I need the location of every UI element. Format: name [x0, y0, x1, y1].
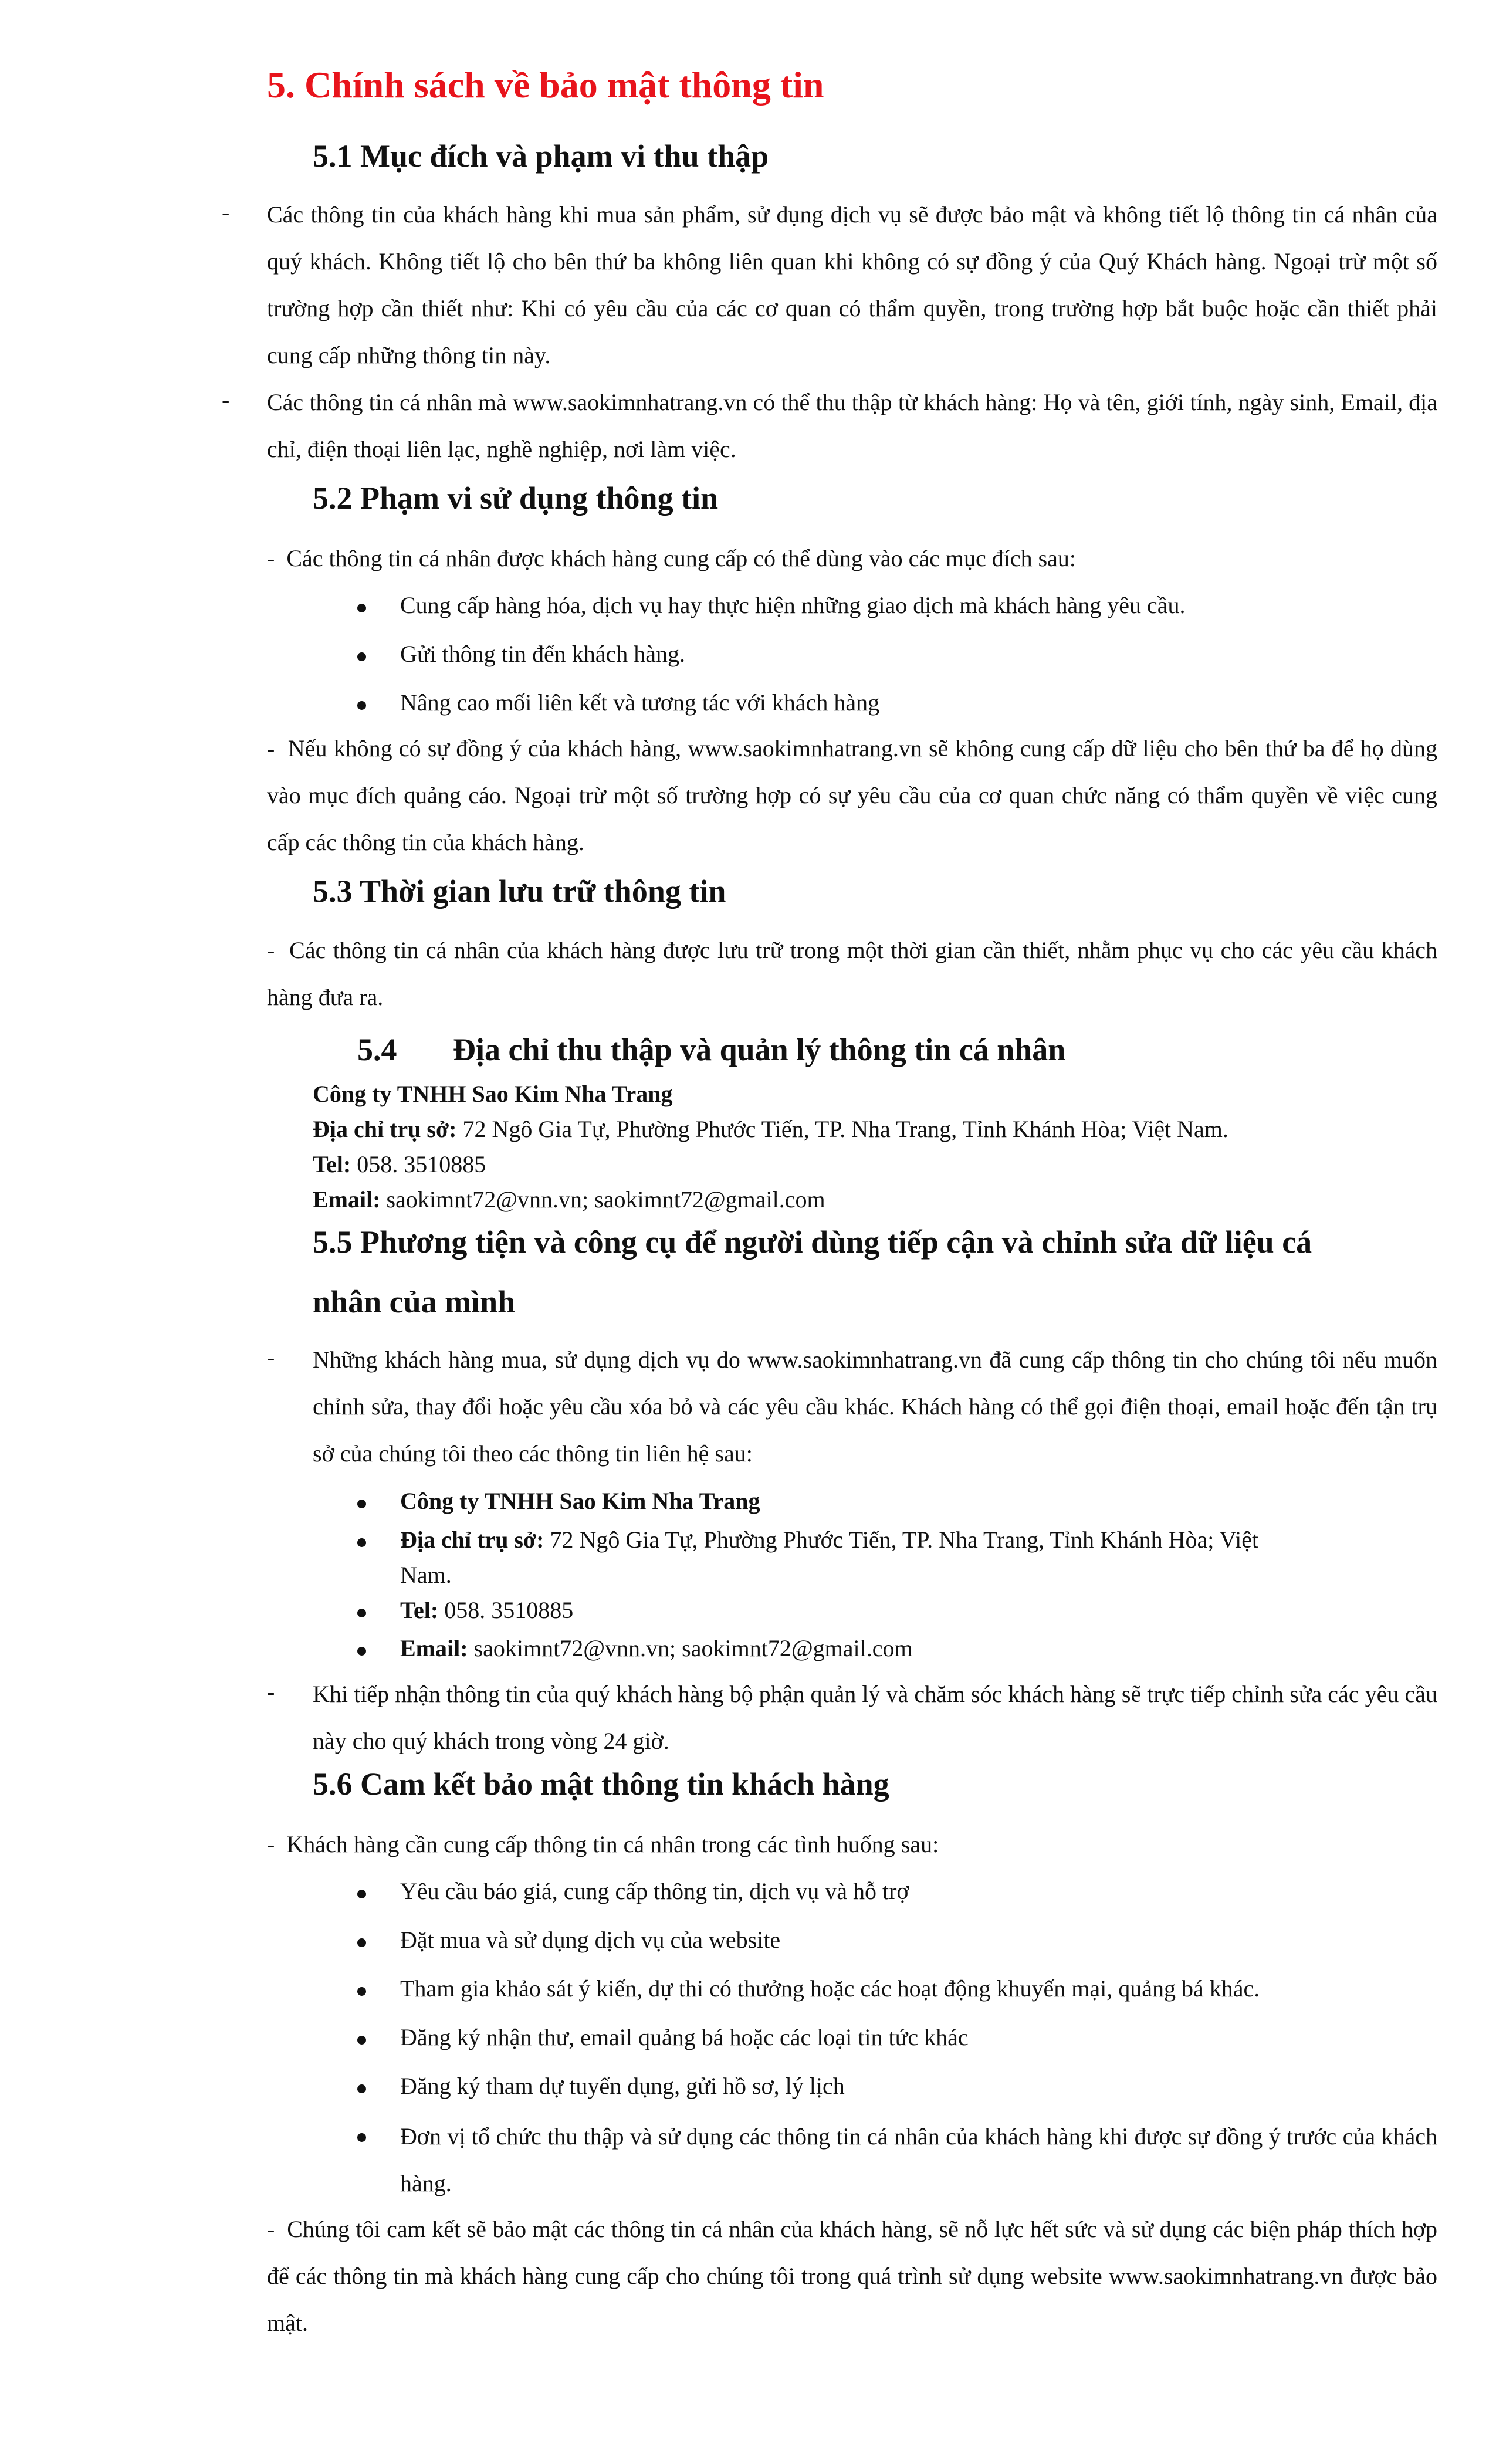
contact-address-line-2: Nam.: [400, 1562, 452, 1588]
contact-company: [400, 1487, 760, 1515]
section-5-3-heading: 5.3 Thời gian lưu trữ thông tin: [313, 874, 726, 909]
section-5-2-bullet: Nâng cao mối liên kết và tương tác với khách hàng: [400, 689, 880, 716]
bullet-dot: [357, 1500, 366, 1508]
section-5-4-heading: Địa chỉ thu thập và quản lý thông tin cá nhân: [453, 1032, 1066, 1067]
bullet-dot: [357, 1890, 366, 1898]
address-value: 72 Ngô Gia Tự, Phường Phước Tiến, TP. Nha Trang, Tỉnh Khánh Hòa; Việt: [550, 1527, 1259, 1553]
section-5-4-tel: [313, 1147, 486, 1182]
email-label: Email:: [400, 1635, 468, 1661]
bullet-dot: [357, 604, 366, 612]
dash-marker: -: [267, 1678, 275, 1705]
section-5-6-intro: - Khách hàng cần cung cấp thông tin cá nhân trong các tình huống sau:: [267, 1831, 939, 1857]
bullet-dot: [357, 2084, 366, 2093]
tel-label: Tel:: [400, 1597, 439, 1623]
section-5-6-bullet: Đơn vị tổ chức thu thập và sử dụng các thông tin cá nhân của khách hàng khi được sự đồng ý trước của khách hàng.: [400, 2123, 1437, 2196]
bullet-dot: [357, 1938, 366, 1947]
section-5-1-paragraph-2: Các thông tin cá nhân mà www.saokimnhatrang.vn có thể thu thập từ khách hàng: Họ và tên, giới tính, ngày sinh, Email, địa chỉ, điện thoại liên lạc, nghề nghiệp, nơi làm việc.: [267, 389, 1437, 462]
section-5-5-heading-line-1: 5.5 Phương tiện và công cụ để người dùng tiếp cận và chỉnh sửa dữ liệu cá: [313, 1224, 1312, 1260]
company-name: Công ty TNHH Sao Kim Nha Trang: [313, 1081, 673, 1107]
section-5-3-paragraph: - Các thông tin cá nhân của khách hàng được lưu trữ trong một thời gian cần thiết, nhằm phục vụ cho các yêu cầu khách hàng đưa ra.: [267, 937, 1438, 1010]
section-5-2-heading: 5.2 Phạm vi sử dụng thông tin: [313, 480, 719, 516]
bullet-dot: [357, 652, 366, 661]
section-5-6-paragraph-2: - Chúng tôi cam kết sẽ bảo mật các thông tin cá nhân của khách hàng, sẽ nỗ lực hết sức và sử dụng các biện pháp thích hợp để các thông tin mà khách hàng cung cấp cho chúng tôi trong quá trình sử dụng website www.saokimnhatrang.vn được bảo mật.: [267, 2216, 1437, 2336]
section-5-2-paragraph-2: - Nếu không có sự đồng ý của khách hàng, www.saokimnhatrang.vn sẽ không cung cấp dữ liệu cho bên thứ ba để họ dùng vào mục đích quảng cáo. Ngoại trừ một số trường hợp có sự yêu cầu của cơ quan chức năng có thẩm quyền về việc cung cấp các thông tin của khách hàng.: [267, 735, 1437, 855]
email-value: saokimnt72@vnn.vn; saokimnt72@gmail.com: [473, 1635, 913, 1661]
bullet-dot: [357, 1987, 366, 1996]
section-5-2-paragraph-2-text: Nếu không có sự đồng ý của khách hàng, www.saokimnhatrang.vn sẽ không cung cấp dữ liệu cho bên thứ ba để họ dùng vào mục đích quảng cáo. Ngoại trừ một số trường hợp có sự yêu cầu của cơ quan chức năng có thẩm quyền về việc cung cấp các thông tin của khách hàng.: [267, 735, 1437, 855]
bullet-dot: [357, 2036, 366, 2045]
email-value: saokimnt72@vnn.vn; saokimnt72@gmail.com: [386, 1186, 825, 1213]
section-5-1-heading: 5.1 Mục đích và phạm vi thu thập: [313, 138, 769, 174]
tel-value: 058. 3510885: [444, 1597, 574, 1623]
section-5-6-paragraph-2-text: Chúng tôi cam kết sẽ bảo mật các thông tin cá nhân của khách hàng, sẽ nỗ lực hết sức và sử dụng các biện pháp thích hợp để các thông tin mà khách hàng cung cấp cho chúng tôi trong quá trình sử dụng website www.saokimnhatrang.vn được bảo mật.: [267, 2216, 1437, 2336]
contact-address: [400, 1526, 1258, 1553]
dash-marker: -: [267, 1344, 275, 1370]
section-5-4-company: [313, 1077, 672, 1112]
bullet-dot: [357, 1538, 366, 1547]
bullet-dot: [357, 1647, 366, 1656]
section-5-6-intro-text: Khách hàng cần cung cấp thông tin cá nhân trong các tình huống sau:: [286, 1831, 939, 1857]
bullet-dot: [357, 1609, 366, 1617]
bullet-dot: [357, 2133, 366, 2142]
bullet-dot: [357, 701, 366, 710]
section-5-2-bullet: Cung cấp hàng hóa, dịch vụ hay thực hiện những giao dịch mà khách hàng yêu cầu.: [400, 592, 1186, 618]
section-5-6-bullet: Đăng ký tham dự tuyển dụng, gửi hồ sơ, lý lịch: [400, 2073, 845, 2099]
section-5-6-heading: 5.6 Cam kết bảo mật thông tin khách hàng: [313, 1766, 889, 1802]
section-5-2-intro-text: Các thông tin cá nhân được khách hàng cung cấp có thể dùng vào các mục đích sau:: [286, 545, 1077, 571]
section-5-4-email: [313, 1182, 825, 1217]
document-title: 5. Chính sách về bảo mật thông tin: [267, 64, 824, 106]
section-5-4-number: 5.4: [357, 1032, 397, 1067]
section-5-2-bullet: Gửi thông tin đến khách hàng.: [400, 641, 686, 667]
contact-email: [400, 1634, 913, 1662]
company-name: Công ty TNHH Sao Kim Nha Trang: [400, 1488, 760, 1514]
section-5-6-bullet: Đăng ký nhận thư, email quảng bá hoặc các loại tin tức khác: [400, 2024, 969, 2050]
dash-marker: -: [222, 199, 230, 225]
section-5-3-paragraph-text: Các thông tin cá nhân của khách hàng được lưu trữ trong một thời gian cần thiết, nhằm phục vụ cho các yêu cầu khách hàng đưa ra.: [267, 937, 1438, 1010]
contact-tel: [400, 1596, 573, 1624]
section-5-5-heading-line-2: nhân của mình: [313, 1284, 516, 1319]
address-label: Địa chỉ trụ sở:: [313, 1116, 457, 1142]
dash-marker: -: [222, 387, 230, 413]
section-5-6-bullet: Yêu cầu báo giá, cung cấp thông tin, dịch vụ và hỗ trợ: [400, 1878, 909, 1904]
section-5-4-address: [313, 1112, 1228, 1147]
tel-label: Tel:: [313, 1151, 351, 1177]
section-5-5-paragraph-1: Những khách hàng mua, sử dụng dịch vụ do www.saokimnhatrang.vn đã cung cấp thông tin cho chúng tôi nếu muốn chỉnh sửa, thay đổi hoặc yêu cầu xóa bỏ và các yêu cầu khác. Khách hàng có thể gọi điện thoại, email hoặc đến tận trụ sở của chúng tôi theo các thông tin liên hệ sau:: [313, 1346, 1437, 1467]
tel-value: 058. 3510885: [357, 1151, 486, 1177]
address-label: Địa chỉ trụ sở:: [400, 1527, 544, 1553]
section-5-5-paragraph-2: Khi tiếp nhận thông tin của quý khách hàng bộ phận quản lý và chăm sóc khách hàng sẽ trực tiếp chỉnh sửa các yêu cầu này cho quý khách trong vòng 24 giờ.: [313, 1681, 1437, 1754]
section-5-1-paragraph-1: Các thông tin của khách hàng khi mua sản phẩm, sử dụng dịch vụ sẽ được bảo mật và không tiết lộ thông tin cá nhân của quý khách. Không tiết lộ cho bên thứ ba không liên quan khi không có sự đồng ý của Quý Khách hàng. Ngoại trừ một số trường hợp cần thiết như: Khi có yêu cầu của các cơ quan có thẩm quyền, trong trường hợp bắt buộc hoặc cần thiết phải cung cấp những thông tin này.: [267, 201, 1437, 368]
address-value: 72 Ngô Gia Tự, Phường Phước Tiến, TP. Nha Trang, Tỉnh Khánh Hòa; Việt Nam.: [462, 1116, 1228, 1142]
section-5-2-intro: - Các thông tin cá nhân được khách hàng cung cấp có thể dùng vào các mục đích sau:: [267, 545, 1077, 571]
email-label: Email:: [313, 1186, 381, 1213]
section-5-6-bullet: Tham gia khảo sát ý kiến, dự thi có thưởng hoặc các hoạt động khuyến mại, quảng bá khác.: [400, 1975, 1260, 2002]
section-5-6-bullet: Đặt mua và sử dụng dịch vụ của website: [400, 1927, 781, 1953]
